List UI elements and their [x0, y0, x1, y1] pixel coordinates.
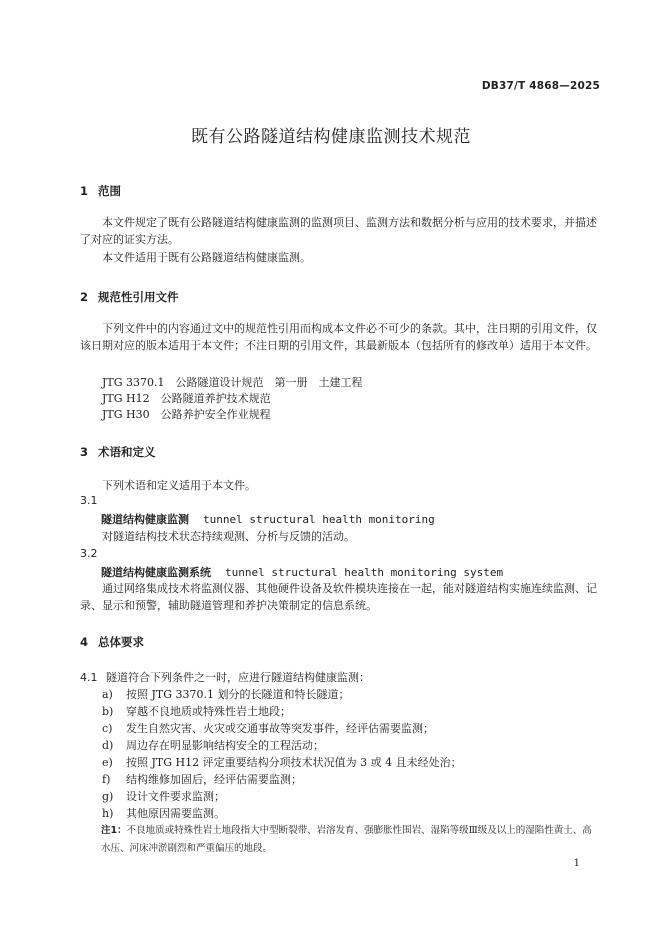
section-number: 2: [80, 290, 89, 304]
term-definition: 对隧道结构技术状态持续观测、分析与反馈的活动。: [102, 530, 355, 543]
list-item: [102, 754, 462, 770]
list-item: [102, 737, 324, 753]
term-name-en: tunnel structural health monitoring system: [225, 566, 504, 579]
list-item: [102, 703, 291, 719]
section-1-paragraph-1: 本文件规定了既有公路隧道结构健康监测的监测项目、监测方法和数据分析与应用的技术要求，并描述了对应的证实方法。: [80, 216, 597, 246]
reference-item: JTG 3370.1 公路隧道设计规范 第一册 土建工程: [102, 376, 363, 389]
section-1-paragraph-2: 本文件适用于既有公路隧道结构健康监测。: [102, 251, 311, 264]
list-item-label: a): [102, 688, 113, 701]
section-2-heading: [80, 289, 179, 305]
list-item-text: 按照 JTG 3370.1 划分的长隧道和特长隧道；: [126, 688, 350, 701]
list-item-text: 结构维修加固后，经评估需要监测；: [126, 773, 302, 786]
list-item-text: 周边存在明显影响结构安全的工程活动；: [126, 739, 324, 752]
note: [101, 822, 601, 858]
section-3-intro: 下列术语和定义适用于本文件。: [102, 479, 256, 492]
clause-4-1: [80, 669, 370, 685]
section-title: 总体要求: [98, 635, 144, 649]
term-number: 3.2: [80, 547, 98, 560]
term-definition: 通过网络集成技术将监测仪器、其他硬件设备及软件模块连接在一起，能对隧道结构实施连续监测、记录、显示和预警，辅助隧道管理和养护决策制定的信息系统。: [80, 582, 597, 612]
clause-text: 隧道符合下列条件之一时，应进行隧道结构健康监测：: [106, 671, 370, 684]
list-item-label: d): [102, 739, 114, 752]
reference-item: JTG H30 公路养护安全作业规程: [102, 408, 271, 421]
note-label: 注1：: [101, 825, 127, 836]
term-name: [101, 564, 503, 580]
section-title: 术语和定义: [98, 445, 156, 459]
section-number: 1: [80, 184, 89, 198]
section-number: 4: [80, 635, 89, 649]
note-text: 不良地质或特殊性岩土地段指大中型断裂带、岩溶发育、强膨胀性围岩、湿陷等级Ⅲ级及以上的湿陷性黄土、高水压、河床冲淤剧烈和严重偏压的地段。: [101, 825, 592, 854]
section-3-heading: [80, 444, 156, 460]
document-title: 既有公路隧道结构健康监测技术规范: [191, 127, 471, 147]
list-item: [102, 686, 350, 702]
section-title: 范围: [98, 184, 121, 198]
list-item-label: c): [102, 722, 113, 735]
list-item-text: 设计文件要求监测；: [126, 790, 225, 803]
section-1-heading: [80, 183, 121, 199]
list-item-text: 其他原因需要监测。: [126, 807, 225, 820]
list-item-text: 发生自然灾害、火灾或交通事故等突发事件，经评估需要监测；: [126, 722, 434, 735]
page-number: 1: [573, 858, 580, 869]
list-item: [102, 805, 225, 821]
list-item-text: 穿越不良地质或特殊性岩土地段；: [126, 705, 291, 718]
list-item-label: b): [102, 705, 114, 718]
list-item-label: e): [102, 756, 113, 769]
clause-number: 4.1: [80, 671, 98, 684]
term-number: 3.1: [80, 494, 98, 507]
list-item: [102, 771, 302, 787]
term-name-zh: 隧道结构健康监测: [101, 513, 189, 526]
section-title: 规范性引用文件: [98, 290, 179, 304]
list-item: [102, 788, 225, 804]
list-item-text: 按照 JTG H12 评定重要结构分项技术状况值为 3 或 4 且未经处治；: [126, 756, 462, 769]
term-name-zh: 隧道结构健康监测系统: [101, 566, 211, 579]
section-4-heading: [80, 634, 144, 650]
list-item-label: h): [102, 807, 114, 820]
document-code: DB37/T 4868—2025: [481, 80, 600, 92]
reference-item: JTG H12 公路隧道养护技术规范: [102, 392, 271, 405]
list-item-label: f): [102, 773, 111, 786]
section-number: 3: [80, 445, 89, 459]
list-item-label: g): [102, 790, 114, 803]
list-item: [102, 720, 434, 736]
term-name-en: tunnel structural health monitoring: [203, 513, 435, 526]
section-2-paragraph-1: 下列文件中的内容通过文中的规范性引用而构成本文件必不可少的条款。其中，注日期的引用文件，仅该日期对应的版本适用于本文件；不注日期的引用文件，其最新版本（包括所有的修改单）适用于本文件。: [80, 322, 597, 352]
term-name: [101, 511, 435, 527]
